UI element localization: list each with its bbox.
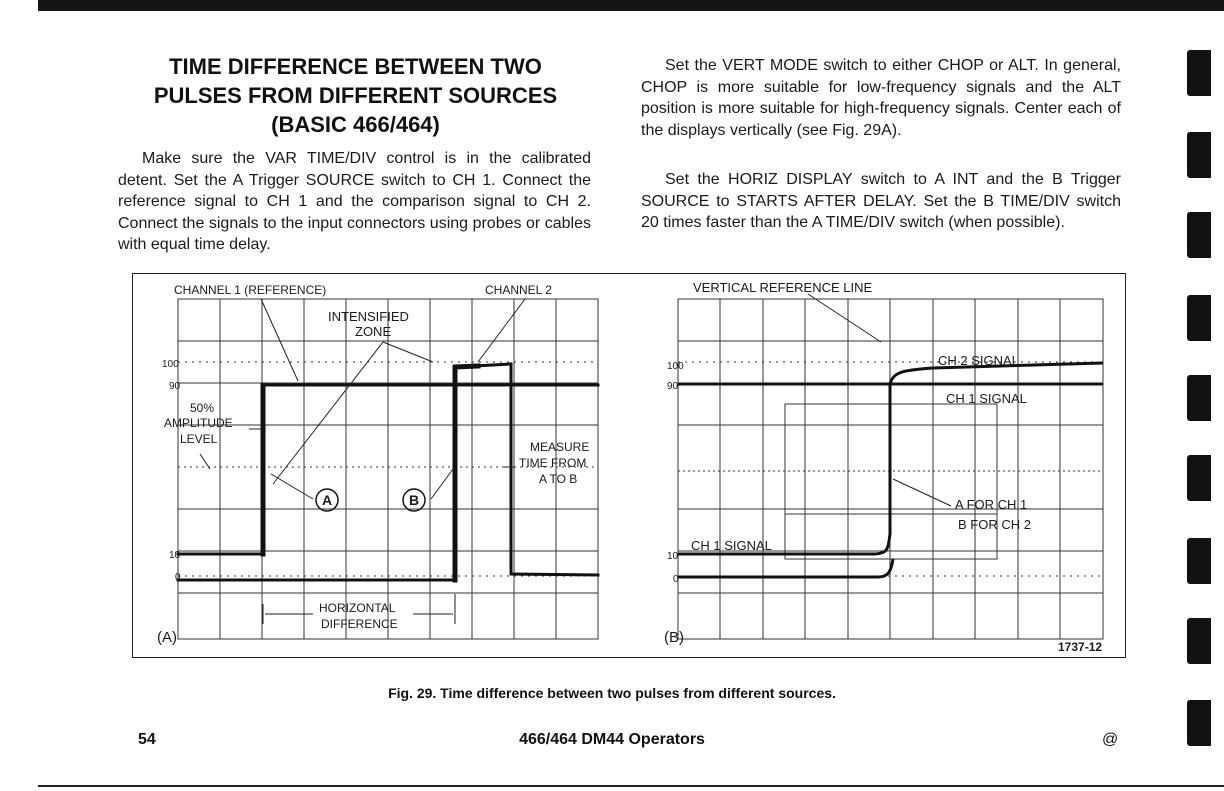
heading-line: PULSES FROM DIFFERENT SOURCES: [153, 83, 558, 108]
body-paragraph: Make sure the VAR TIME/DIV control is in the calibrated detent. Set the A Trigger SOURCE switch to CH 1. Connect the reference signal to CH 1 and the comparison signal to CH 2. Connect the signals to the input connectors using probes or cables with equal time delay.: [118, 150, 591, 253]
horizontal-difference-label: HORIZONTAL: [319, 601, 396, 615]
pointer-lines-b: [808, 294, 951, 506]
amplitude-label: AMPLITUDE: [164, 416, 233, 430]
figure-diagram: [133, 274, 1127, 659]
panel-a-label: (A): [157, 629, 177, 646]
y-tick-label: 90: [169, 381, 181, 392]
body-paragraph: Set the VERT MODE switch to either CHOP or ALT. In general, CHOP is more suitable for low-frequency signals and the ALT position is more suitable for high-frequency signals. Center each of the displays vertically (see Fig. 29A).: [641, 57, 1121, 139]
marker-a: A: [322, 492, 333, 508]
y-tick-label: 0: [673, 574, 679, 585]
ch2-signal-label: CH 2 SIGNAL: [938, 353, 1019, 368]
figure-29: [132, 273, 1126, 658]
vertical-reference-label: VERTICAL REFERENCE LINE: [693, 280, 873, 295]
y-tick-label: 10: [169, 550, 181, 561]
pointer-lines-a: [200, 299, 525, 624]
figure-number: 1737-12: [1058, 640, 1103, 654]
b-for-ch2-label: B FOR CH 2: [958, 517, 1031, 532]
intensified-zone-label: INTENSIFIED: [328, 309, 409, 324]
heading-line: TIME DIFFERENCE BETWEEN TWO: [169, 54, 542, 79]
section-heading: [118, 52, 593, 139]
index-tab: [1187, 455, 1211, 501]
heading-line: (BASIC 466/464): [271, 112, 440, 137]
page-number: 54: [138, 731, 156, 748]
channel1-label: CHANNEL 1 (REFERENCE): [174, 283, 327, 297]
y-tick-label: 100: [162, 359, 179, 370]
top-edge-bar: [38, 0, 1224, 11]
panel-b-label: (B): [664, 629, 684, 646]
body-paragraph: Set the HORIZ DISPLAY switch to A INT and the B Trigger SOURCE to STARTS AFTER DELAY. Set the B TIME/DIV switch 20 times faster than the A TIME/DIV switch (when possible).: [641, 171, 1121, 231]
ch1-signal-label: CH 1 SIGNAL: [691, 538, 772, 553]
index-tab: [1187, 212, 1211, 258]
index-tab: [1187, 50, 1211, 96]
index-tab: [1187, 295, 1211, 341]
measure-label: TIME FROM: [519, 456, 587, 470]
measure-label: MEASURE: [530, 440, 590, 454]
channel2-label: CHANNEL 2: [485, 283, 552, 297]
index-tab: [1187, 538, 1211, 584]
measure-label: A TO B: [539, 472, 578, 486]
a-for-ch1-label: A FOR CH 1: [955, 497, 1028, 512]
figure-caption: Fig. 29. Time difference between two pulses from different sources.: [388, 685, 836, 701]
manual-title: 466/464 DM44 Operators: [519, 731, 705, 748]
bottom-edge-line: [38, 785, 1224, 787]
index-tab: [1187, 132, 1211, 178]
intensified-zone-label: ZONE: [355, 324, 392, 339]
y-tick-label: 100: [667, 361, 684, 372]
footer-mark: @: [1102, 731, 1119, 748]
y-tick-label: 0: [175, 572, 181, 583]
marker-b: B: [409, 492, 420, 508]
amplitude-label: 50%: [190, 401, 215, 415]
ch1-signal-label: CH 1 SIGNAL: [946, 391, 1027, 406]
index-tab: [1187, 375, 1211, 421]
horizontal-difference-label: DIFFERENCE: [321, 617, 398, 631]
y-tick-label: 10: [667, 551, 679, 562]
y-tick-label: 90: [667, 381, 679, 392]
index-tab: [1187, 618, 1211, 664]
amplitude-label: LEVEL: [180, 432, 218, 446]
